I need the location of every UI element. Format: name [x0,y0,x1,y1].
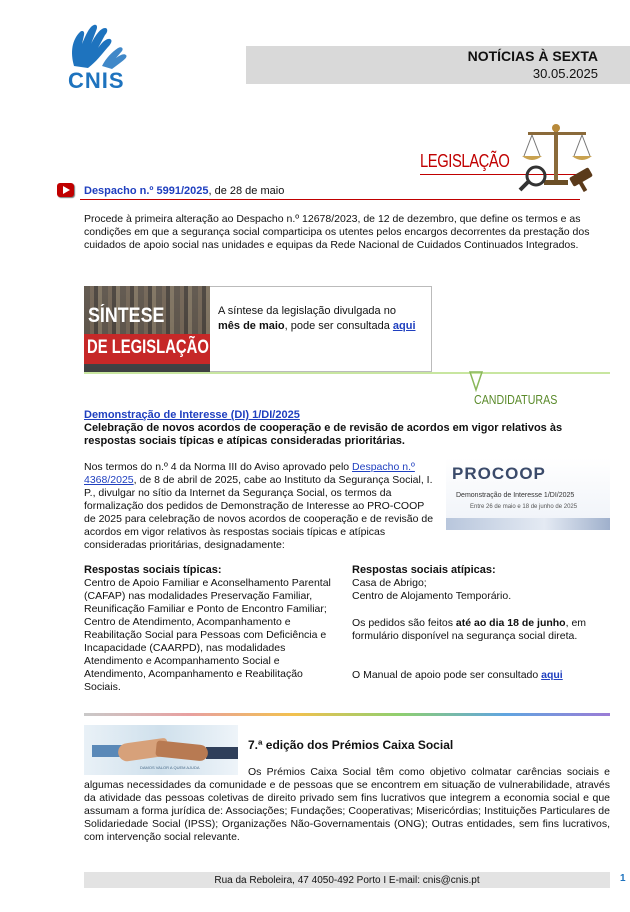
atipicas-heading: Respostas sociais atípicas: [352,564,496,576]
pedidos-deadline: até ao dia 18 de junho [455,617,566,629]
hands-logo-icon [66,22,132,70]
premios-title: 7.ª edição dos Prémios Caixa Social [248,738,454,752]
premios-text [84,766,610,844]
sintese-text-before: A síntese da legislação divulgada no [218,305,396,317]
sintese-link[interactable]: aqui [392,320,416,332]
despacho-heading [84,185,284,197]
premios-body: Os Prémios Caixa Social têm como objetivo colmatar carências sociais e algumas necessidades da comunidade e de pessoas que se encontrem em situação de vulnerabilidade, através da atividade das pessoas coletivas de direito privado sem fins lucrativos que integrem a economia social e que assumam a forma jurídica de: Associações; Fundações; Cooperativas; Misericórdias; Instituições Particulares de Solidariedade Social (IPSS); Organizações Não-Governamentais (ONG); Outras entidades, sem fins lucrativos, com intervenção social relevante. [84,766,610,843]
procoop-title: PROCOOP [452,464,546,483]
cnis-logo [66,22,132,96]
candidaturas-marker-icon [468,370,498,392]
di-intro [84,461,434,552]
sintese-text-month: mês de maio [218,320,285,332]
candidaturas-heading: CANDIDATURAS [474,392,558,407]
logo-wordmark: CNIS [68,68,125,93]
despacho-play-icon[interactable] [57,183,74,197]
newsletter-title: NOTÍCIAS À SEXTA [467,48,598,64]
manual-text [352,669,610,682]
sintese-image-line1: SÍNTESE [88,304,165,327]
handshake-caption: DAMOS VALOR A QUEM AJUDA [140,765,200,770]
page-number: 1 [620,873,626,884]
sintese-text [218,304,418,334]
manual-label: O Manual de apoio pode ser consultado [352,669,542,681]
tipicas-heading: Respostas sociais típicas: [84,564,222,576]
despacho-4368-link[interactable]: Despacho n.º 4368/2025 [84,461,415,486]
atipicas-text: Casa de Abrigo; Centro de Alojamento Temporário. [352,577,512,602]
di-intro-before: Nos termos do n.º 4 da Norma III do Aviso aprovado pelo [84,461,353,473]
procoop-line2: Entre 26 de maio e 18 de junho de 2025 [470,504,578,510]
legislacao-heading: LEGISLAÇÃO [420,151,510,171]
procoop-line1: Demonstração de Interesse 1/DI/2025 [456,492,575,499]
pedidos-text [352,617,610,643]
despacho-divider [80,199,580,200]
di-subtitle: Celebração de novos acordos de cooperação e de revisão de acordos em vigor relativos às respostas sociais típicas e atípicas consideradas prioritárias. [84,422,563,447]
sintese-image [84,286,210,372]
despacho-link[interactable]: Despacho n.º 5991/2025 [84,185,209,197]
footer-address: Rua da Reboleira, 47 4050-492 Porto I E-mail: cnis@cnis.pt [214,875,480,886]
procoop-banner [446,458,610,530]
sintese-image-banner [84,334,210,364]
di-intro-after: , de 8 de abril de 2025, cabe ao Instituto da Segurança Social, I. P., divulgar no sítio da Internet da Segurança Social, os termos da formalização dos pedidos de Demonstração de Interesse ao PRO-COOP de 2025 para celebração de novos acordos de cooperação e de revisão de acordos em vigor relativos às respostas sociais típicas e atípicas consideradas prioritárias, designadamente: [84,474,434,551]
pedidos-after: , em formulário disponível na segurança social direta. [352,617,587,642]
procoop-wave [446,518,610,530]
sintese-text-after: , pode ser consultada [284,320,393,332]
newsletter-date: 30.05.2025 [532,66,598,81]
despacho-description: Procede à primeira alteração ao Despacho n.º 12678/2023, de 12 de dezembro, que define os termos e as condições em que a segurança social comparticipa os utentes pelos encargos decorrentes da prestação dos cuidados de apoio social nas unidades e equipas da Rede Nacional de Cuidados Continuados Integrados. [84,213,590,251]
tipicas-text: Centro de Apoio Familiar e Aconselhamento Parental (CAFAP) nas modalidades Preservação Familiar, Reunificação Familiar e Ponto de Encontro Familiar; Centro de Atendimento, Acompanhamento e Reabilitação Social para Pessoas com Deficiência e Incapacidade (CAARPD), nas modalidades Atendimento e Acompanhamento Social e Atendimento, Acompanhamento e Reabilitação Sociais. [84,577,331,693]
di-title-link[interactable]: Demonstração de Interesse (DI) 1/DI/2025 [84,409,300,421]
despacho-date: , de 28 de maio [208,185,285,197]
pedidos-before: Os pedidos são feitos [352,617,456,629]
justice-scales-icon [514,122,604,192]
candidaturas-divider [84,372,610,374]
sintese-image-line2: DE LEGISLAÇÃO [87,337,209,358]
manual-link[interactable]: aqui [541,669,563,681]
premios-divider [84,713,610,716]
